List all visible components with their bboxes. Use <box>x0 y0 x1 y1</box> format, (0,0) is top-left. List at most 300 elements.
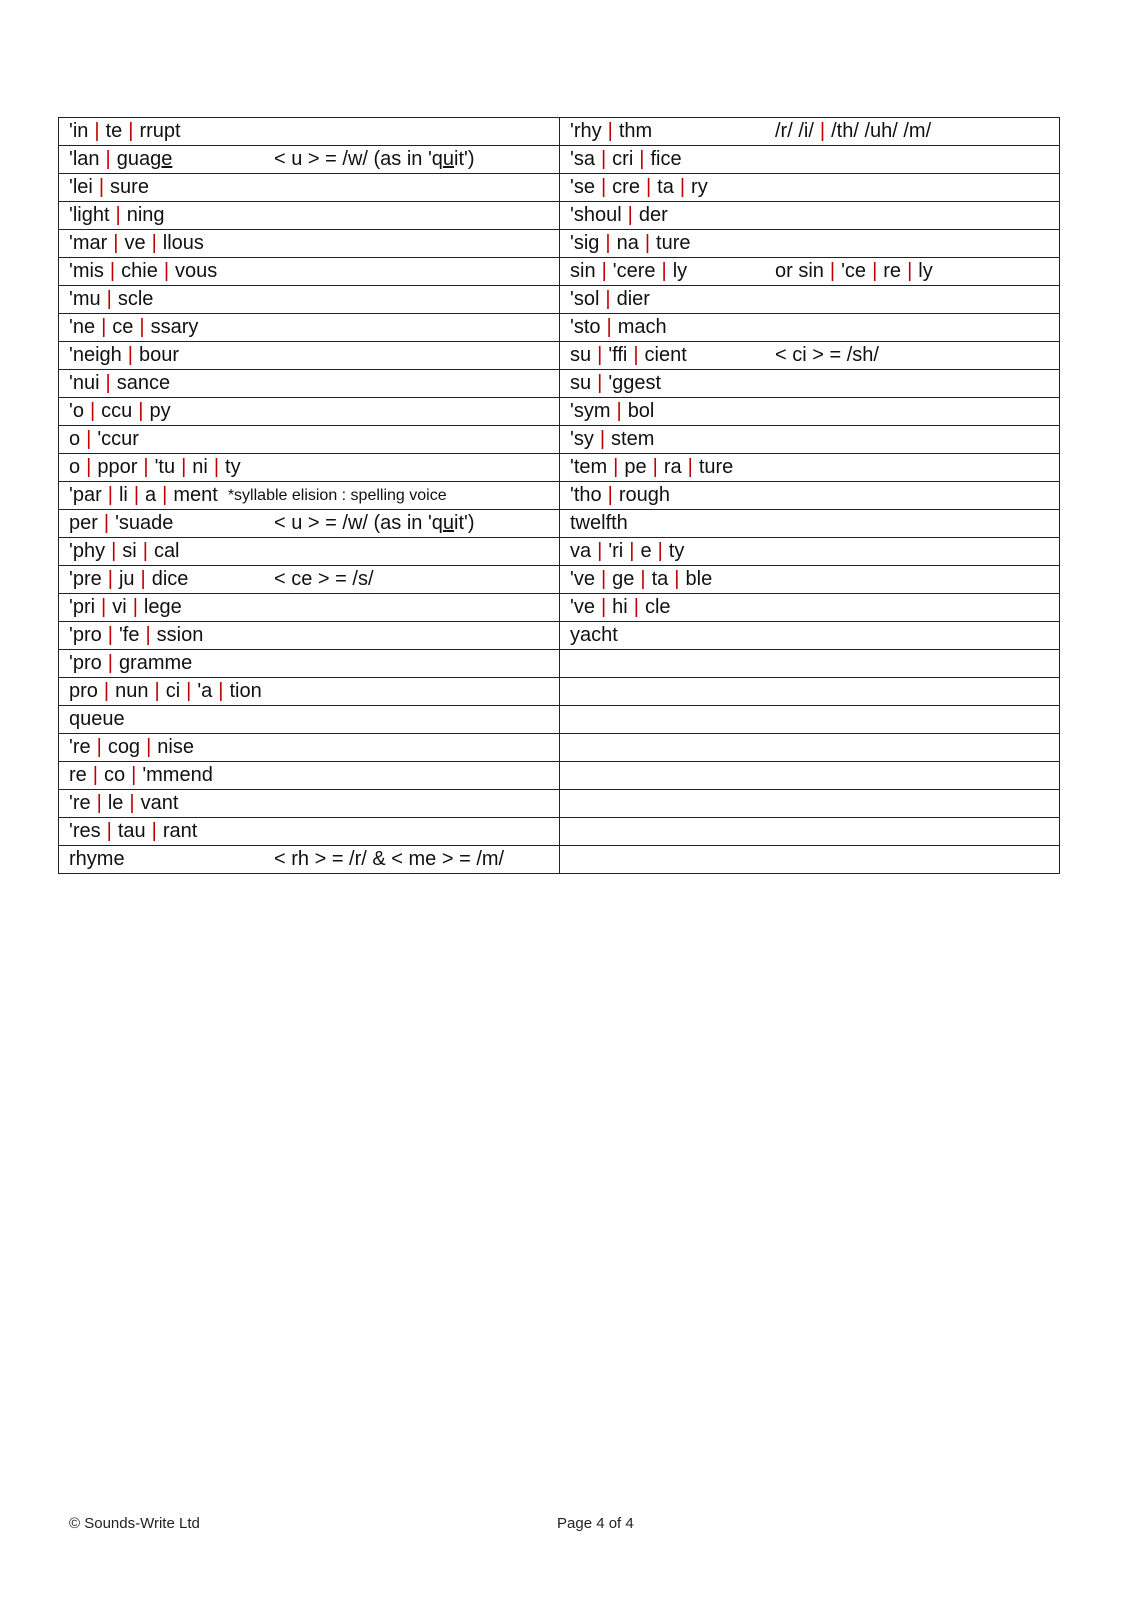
table-cell-left <box>59 510 560 538</box>
cell-content <box>69 258 559 285</box>
cell-content <box>570 818 1059 845</box>
table-cell-left <box>59 706 560 734</box>
table-cell-right <box>560 818 1060 846</box>
cell-content <box>570 426 1059 453</box>
table-row <box>59 818 1060 846</box>
table-row <box>59 510 1060 538</box>
word-segment: ning <box>126 204 165 226</box>
word-segment: 're <box>69 736 91 758</box>
syllable-separator: | <box>633 344 639 366</box>
table-cell-left <box>59 398 560 426</box>
word-segment: rrupt <box>139 120 181 142</box>
word-segment: 'pri <box>69 596 96 618</box>
syllable-separator: | <box>600 148 607 170</box>
word-segment: 'cere <box>612 260 656 282</box>
table-row <box>59 118 1060 146</box>
table-cell-right <box>560 174 1060 202</box>
syllable-separator: | <box>96 792 102 814</box>
cell-content <box>570 174 1059 201</box>
word-segment: 'mu <box>69 288 101 310</box>
syllable-separator: | <box>107 624 113 646</box>
table-cell-right <box>560 538 1060 566</box>
syllable-separator: | <box>94 120 100 142</box>
table-row <box>59 846 1060 874</box>
table-row <box>59 566 1060 594</box>
word-segment: 'sig <box>570 232 600 254</box>
word-syllables <box>570 118 775 145</box>
footer-copyright: © Sounds-Write Ltd <box>69 1515 200 1532</box>
word-segment: mach <box>617 316 667 338</box>
word-syllables <box>570 538 775 565</box>
word-syllables <box>69 650 274 677</box>
table-cell-right <box>560 650 1060 678</box>
word-segment: rant <box>162 820 198 842</box>
word-segment: 'mar <box>69 232 108 254</box>
table-cell-left <box>59 762 560 790</box>
table-cell-right <box>560 790 1060 818</box>
word-syllables <box>570 594 775 621</box>
table-cell-right <box>560 566 1060 594</box>
cell-content <box>570 258 1059 285</box>
cell-content <box>69 678 559 705</box>
syllable-table-body <box>59 118 1060 874</box>
syllable-separator: | <box>154 680 160 702</box>
cell-content <box>69 846 559 873</box>
cell-content <box>69 566 559 593</box>
syllable-table <box>58 117 1060 874</box>
syllable-separator: | <box>645 176 652 198</box>
word-segment: re <box>69 764 87 786</box>
syllable-separator: | <box>819 120 826 142</box>
table-cell-left <box>59 370 560 398</box>
cell-content <box>69 762 559 789</box>
word-segment: 've <box>570 596 595 618</box>
word-segment: ssion <box>156 624 204 646</box>
table-cell-right <box>560 230 1060 258</box>
syllable-separator: | <box>162 484 168 506</box>
word-syllables <box>69 566 274 593</box>
word-segment: 'lei <box>69 176 93 198</box>
cell-content <box>69 538 559 565</box>
syllable-separator: | <box>107 484 113 506</box>
word-syllables <box>69 790 274 817</box>
syllable-separator: | <box>96 736 102 758</box>
table-row <box>59 454 1060 482</box>
table-cell-right <box>560 342 1060 370</box>
syllable-separator: | <box>109 260 116 282</box>
syllable-separator: | <box>89 400 96 422</box>
cell-content <box>570 706 1059 733</box>
syllable-separator: | <box>113 232 119 254</box>
word-syllables <box>69 146 274 173</box>
word-syllables <box>69 398 274 425</box>
syllable-separator: | <box>86 456 92 478</box>
word-segment: stem <box>611 428 655 450</box>
table-cell-left <box>59 426 560 454</box>
syllable-separator: | <box>138 400 144 422</box>
word-syllables <box>570 202 775 229</box>
word-syllables <box>69 202 274 229</box>
word-syllables <box>570 230 775 257</box>
table-cell-right <box>560 454 1060 482</box>
word-segment: pe <box>624 456 647 478</box>
word-segment: 'in <box>69 120 89 142</box>
cell-content <box>69 454 559 481</box>
word-segment: su <box>570 344 592 366</box>
word-segment: guage <box>116 148 173 170</box>
table-cell-right <box>560 370 1060 398</box>
table-cell-left <box>59 790 560 818</box>
word-syllables <box>69 342 274 369</box>
table-row <box>59 762 1060 790</box>
word-segment: su <box>570 372 592 394</box>
note-segment: re <box>883 260 902 282</box>
syllable-separator: | <box>600 596 607 618</box>
note-segment: /r/ /i/ <box>775 120 814 142</box>
word-syllables <box>69 622 274 649</box>
syllable-separator: | <box>127 344 133 366</box>
word-segment: sance <box>116 372 171 394</box>
cell-content <box>570 790 1059 817</box>
word-segment: chie <box>121 260 158 282</box>
table-cell-left <box>59 118 560 146</box>
word-segment: bour <box>138 344 179 366</box>
word-segment: dier <box>616 288 650 310</box>
syllable-separator: | <box>146 736 152 758</box>
word-segment: 'fe <box>118 624 140 646</box>
table-row <box>59 230 1060 258</box>
table-cell-right <box>560 314 1060 342</box>
underlined-grapheme: ge <box>150 148 173 170</box>
word-segment: der <box>638 204 668 226</box>
table-row <box>59 538 1060 566</box>
word-segment: 'suade <box>115 512 174 534</box>
word-segment: 'tu <box>154 456 176 478</box>
syllable-separator: | <box>613 456 619 478</box>
cell-content <box>570 846 1059 873</box>
word-segment: te <box>105 120 123 142</box>
word-segment: 'sto <box>570 316 601 338</box>
cell-content <box>570 146 1059 173</box>
syllable-separator: | <box>679 176 686 198</box>
table-cell-left <box>59 174 560 202</box>
word-segment: fice <box>650 148 682 170</box>
syllable-separator: | <box>92 764 98 786</box>
syllable-separator: | <box>142 540 148 562</box>
syllable-separator: | <box>674 568 680 590</box>
syllable-separator: | <box>143 456 149 478</box>
table-cell-left <box>59 734 560 762</box>
word-segment: ty <box>668 540 685 562</box>
table-cell-right <box>560 426 1060 454</box>
cell-content <box>69 650 559 677</box>
underlined-grapheme: u <box>442 148 455 170</box>
word-segment: rhyme <box>69 848 125 870</box>
word-segment: 'sy <box>570 428 594 450</box>
word-segment: cle <box>644 596 671 618</box>
word-segment: ture <box>698 456 734 478</box>
word-segment: sure <box>110 176 149 198</box>
word-segment: 'mis <box>69 260 104 282</box>
word-syllables <box>570 510 775 537</box>
spelling-note: < ci > = /sh/ <box>775 344 879 366</box>
word-segment: vant <box>140 792 179 814</box>
table-cell-right <box>560 762 1060 790</box>
table-cell-left <box>59 650 560 678</box>
table-cell-right <box>560 118 1060 146</box>
spelling-note: < rh > = /r/ & < me > = /m/ <box>274 848 505 870</box>
word-segment: dice <box>151 568 189 590</box>
word-segment: le <box>107 792 124 814</box>
syllable-separator: | <box>213 456 220 478</box>
word-segment: 'a <box>197 680 213 702</box>
word-syllables <box>570 398 775 425</box>
word-segment: ppor <box>97 456 138 478</box>
cell-content <box>570 734 1059 761</box>
table-cell-left <box>59 566 560 594</box>
syllable-separator: | <box>605 288 611 310</box>
word-syllables <box>69 230 274 257</box>
word-segment: ce <box>112 316 134 338</box>
table-cell-left <box>59 454 560 482</box>
syllable-separator: | <box>115 204 121 226</box>
word-segment: 'o <box>69 400 84 422</box>
footer-page-number: Page 4 of 4 <box>557 1515 634 1532</box>
word-segment: tion <box>229 680 262 702</box>
word-syllables <box>69 734 274 761</box>
word-syllables <box>69 454 274 481</box>
word-segment: 'tho <box>570 484 602 506</box>
syllable-separator: | <box>640 568 646 590</box>
syllable-separator: | <box>639 148 645 170</box>
word-segment: li <box>118 484 128 506</box>
word-segment: ve <box>124 232 146 254</box>
word-syllables <box>570 342 775 369</box>
word-segment: ni <box>192 456 208 478</box>
cell-content <box>570 678 1059 705</box>
word-segment: per <box>69 512 98 534</box>
syllable-elision-note: *syllable elision : spelling voice <box>227 487 447 504</box>
word-syllables <box>69 482 218 509</box>
word-segment: o <box>69 456 81 478</box>
cell-content <box>69 426 559 453</box>
table-row <box>59 202 1060 230</box>
syllable-separator: | <box>629 540 635 562</box>
cell-content <box>570 762 1059 789</box>
cell-content <box>570 594 1059 621</box>
word-segment: va <box>570 540 592 562</box>
note-segment: 'ce <box>841 260 867 282</box>
table-cell-right <box>560 678 1060 706</box>
word-segment: ccu <box>101 400 133 422</box>
word-segment: ge <box>612 568 635 590</box>
word-segment: 'lan <box>69 148 100 170</box>
word-segment: cog <box>107 736 141 758</box>
syllable-separator: | <box>151 820 157 842</box>
word-segment: 'ccur <box>97 428 139 450</box>
cell-content <box>570 566 1059 593</box>
word-segment: hi <box>612 596 628 618</box>
syllable-separator: | <box>652 456 658 478</box>
word-segment: si <box>122 540 137 562</box>
word-segment: 'ri <box>608 540 624 562</box>
word-segment: nise <box>157 736 194 758</box>
syllable-separator: | <box>644 232 651 254</box>
syllable-separator: | <box>627 204 633 226</box>
syllable-separator: | <box>687 456 693 478</box>
word-segment: rough <box>618 484 670 506</box>
table-row <box>59 594 1060 622</box>
word-segment: na <box>616 232 639 254</box>
word-segment: 'pro <box>69 624 102 646</box>
table-cell-left <box>59 258 560 286</box>
cell-content <box>69 118 559 145</box>
word-segment: 'sym <box>570 400 611 422</box>
note-segment: or sin <box>775 260 824 282</box>
syllable-separator: | <box>657 540 663 562</box>
syllable-separator: | <box>139 316 145 338</box>
word-syllables <box>69 510 274 537</box>
syllable-separator: | <box>661 260 667 282</box>
word-syllables <box>69 818 274 845</box>
word-segment: thm <box>618 120 653 142</box>
syllable-separator: | <box>111 540 117 562</box>
cell-content <box>570 622 1059 649</box>
syllable-separator: | <box>103 512 110 534</box>
word-syllables <box>69 118 274 145</box>
cell-content <box>69 174 559 201</box>
word-syllables <box>570 314 775 341</box>
cell-content <box>570 454 1059 481</box>
table-cell-left <box>59 314 560 342</box>
table-row <box>59 342 1060 370</box>
word-segment: ci <box>165 680 181 702</box>
phoneme-note <box>775 258 933 285</box>
table-row <box>59 678 1060 706</box>
word-segment: 'res <box>69 820 101 842</box>
table-cell-left <box>59 342 560 370</box>
table-cell-right <box>560 146 1060 174</box>
syllable-separator: | <box>151 232 157 254</box>
word-syllables <box>570 174 775 201</box>
word-segment: ta <box>651 568 669 590</box>
table-row <box>59 790 1060 818</box>
syllable-separator: | <box>597 540 603 562</box>
underlined-grapheme: u <box>442 512 455 534</box>
cell-content <box>69 370 559 397</box>
syllable-separator: | <box>599 428 606 450</box>
syllable-separator: | <box>132 596 138 618</box>
table-row <box>59 398 1060 426</box>
syllable-separator: | <box>607 120 613 142</box>
table-cell-left <box>59 202 560 230</box>
syllable-separator: | <box>616 400 622 422</box>
table-cell-right <box>560 706 1060 734</box>
word-segment: lege <box>143 596 182 618</box>
word-syllables <box>69 314 274 341</box>
word-segment: 'ne <box>69 316 96 338</box>
table-cell-right <box>560 622 1060 650</box>
word-segment: 'light <box>69 204 110 226</box>
word-segment: gramme <box>118 652 193 674</box>
syllable-separator: | <box>103 680 110 702</box>
word-syllables <box>69 594 274 621</box>
word-segment: 'nui <box>69 372 100 394</box>
table-cell-left <box>59 230 560 258</box>
note-segment: ly <box>918 260 933 282</box>
word-segment: sin <box>570 260 596 282</box>
syllable-separator: | <box>128 120 134 142</box>
word-segment: vous <box>175 260 218 282</box>
word-syllables <box>570 258 775 285</box>
word-segment: twelfth <box>570 512 628 534</box>
word-segment: 'tem <box>570 456 608 478</box>
cell-content <box>69 202 559 229</box>
table-cell-right <box>560 734 1060 762</box>
table-row <box>59 734 1060 762</box>
table-cell-left <box>59 678 560 706</box>
syllable-separator: | <box>607 484 613 506</box>
syllable-separator: | <box>907 260 913 282</box>
word-segment: cient <box>644 344 687 366</box>
word-segment: pro <box>69 680 98 702</box>
table-cell-right <box>560 202 1060 230</box>
word-syllables <box>570 286 775 313</box>
cell-content <box>69 230 559 257</box>
word-syllables <box>570 482 775 509</box>
table-cell-left <box>59 622 560 650</box>
word-segment: a <box>145 484 157 506</box>
syllable-separator: | <box>605 232 611 254</box>
cell-content <box>69 342 559 369</box>
table-cell-left <box>59 482 560 510</box>
word-segment: 'pro <box>69 652 102 674</box>
cell-content <box>570 230 1059 257</box>
word-segment: ry <box>691 176 708 198</box>
word-segment: 'sol <box>570 288 600 310</box>
word-syllables <box>570 370 775 397</box>
word-segment: cri <box>612 148 634 170</box>
cell-content <box>69 622 559 649</box>
table-row <box>59 258 1060 286</box>
cell-content <box>570 118 1059 145</box>
word-syllables <box>69 258 274 285</box>
word-segment: 'se <box>570 176 595 198</box>
word-segment: 'rhy <box>570 120 602 142</box>
syllable-separator: | <box>601 260 607 282</box>
word-segment: tau <box>117 820 146 842</box>
word-segment: vi <box>112 596 127 618</box>
table-cell-left <box>59 594 560 622</box>
word-segment: co <box>104 764 126 786</box>
table-cell-left <box>59 818 560 846</box>
word-segment: 'par <box>69 484 102 506</box>
spelling-note: < u > = /w/ (as in 'quit') <box>274 512 475 534</box>
word-syllables <box>69 762 274 789</box>
word-segment: o <box>69 428 81 450</box>
word-segment: nun <box>115 680 149 702</box>
cell-content <box>69 594 559 621</box>
word-syllables <box>69 426 274 453</box>
syllable-separator: | <box>218 680 224 702</box>
cell-content <box>69 734 559 761</box>
syllable-separator: | <box>101 316 107 338</box>
syllable-separator: | <box>145 624 151 646</box>
word-segment: cal <box>153 540 180 562</box>
syllable-separator: | <box>872 260 878 282</box>
cell-content <box>570 650 1059 677</box>
table-row <box>59 622 1060 650</box>
